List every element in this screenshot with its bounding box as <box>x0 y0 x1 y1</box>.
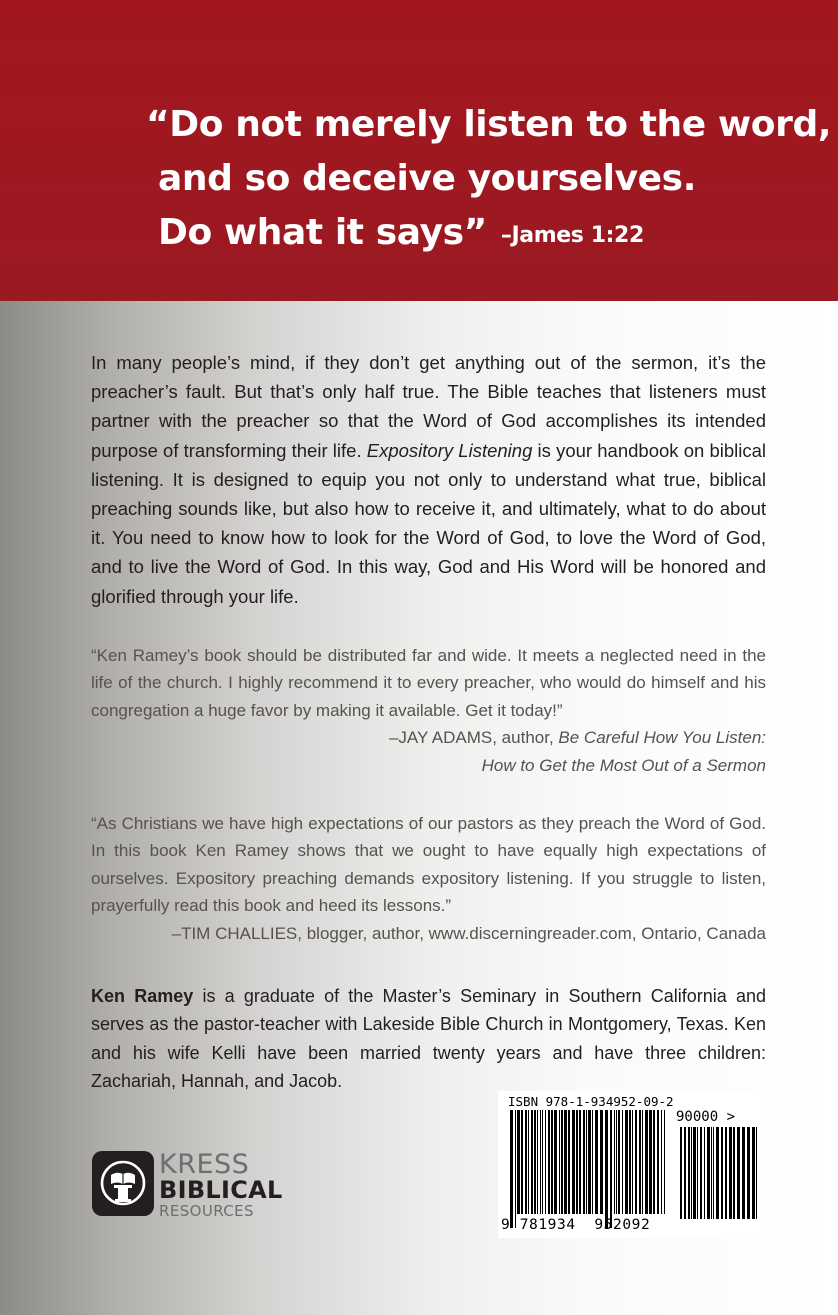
barcode-bar <box>737 1127 740 1219</box>
author-name: Ken Ramey <box>91 986 194 1006</box>
barcode-bar <box>684 1127 686 1219</box>
scripture-line-1: “Do not merely listen to the word, <box>146 104 832 145</box>
attribution-author: –JAY ADAMS, author, <box>388 728 559 748</box>
barcode-bar <box>733 1127 735 1219</box>
barcode-bar <box>528 1110 529 1214</box>
book-description <box>91 348 766 611</box>
author-bio <box>91 982 766 1096</box>
barcode-bar <box>625 1110 628 1214</box>
publisher-name-line-1: KRESS <box>159 1149 250 1180</box>
barcode-bar <box>545 1110 546 1214</box>
barcode-bar <box>704 1127 705 1219</box>
barcode-bar <box>540 1110 541 1214</box>
description-part-1: In many people’s mind, if they don’t get anything out of the sermon, it’s the preacher’s fault. But that’s only half true. The Bible teaches that listeners must partner with the preacher so that the Word of God accomplishes its intended purpose of transforming their life. <box>91 352 766 461</box>
barcode-bar <box>554 1110 557 1214</box>
barcode-bar <box>711 1127 712 1219</box>
publisher-logo <box>92 1151 292 1219</box>
barcode-bar <box>531 1110 533 1214</box>
barcode-bar <box>752 1127 755 1219</box>
barcode-bar <box>688 1127 690 1219</box>
barcode-bar <box>588 1110 591 1214</box>
scripture-reference: –James 1:22 <box>500 223 644 248</box>
endorsement-adams <box>91 642 766 779</box>
barcode-bar <box>747 1127 750 1219</box>
barcode-bar <box>725 1127 727 1219</box>
barcode-bar <box>680 1127 682 1219</box>
barcode-bar <box>568 1110 570 1214</box>
barcode-bar <box>605 1110 608 1228</box>
publisher-name <box>159 1151 283 1219</box>
endorsement-quote: “As Christians we have high expectations of our pastors as they preach the Word of God. In this book Ken Ramey shows that we ought to have equally high expectations of ourselves. Expository preaching demands expository listening. If you struggle to listen, prayerfully read this book and heed its lessons.” <box>91 814 766 916</box>
ean-left-digits: 781934 <box>519 1217 576 1233</box>
scripture-quote <box>146 98 832 263</box>
description-part-2: is your handbook on biblical listening. It is designed to equip you not only to understand what true, biblical preaching sounds like, but also how to receive it, and ultimately, what to do about it. You need to know how to look for the Word of God, to love the Word of God, and to live the Word of God. In this way, God and His Word will be honored and glorified through your life. <box>91 439 767 607</box>
scripture-line-3 <box>146 206 786 263</box>
ean-barcode-bars <box>508 1110 670 1228</box>
barcode-bar <box>700 1127 702 1219</box>
barcode-bar <box>564 1110 567 1214</box>
scripture-band <box>0 0 838 301</box>
barcode-bar <box>649 1110 652 1214</box>
barcode-bar <box>583 1110 585 1214</box>
ean-first-digit: 9 <box>501 1217 511 1233</box>
barcode-bar <box>592 1110 593 1214</box>
barcode-bar <box>579 1110 581 1214</box>
endorsement-challies <box>91 810 766 947</box>
scripture-line-2: and so deceive yourselves. <box>158 158 696 199</box>
isbn-barcode <box>498 1091 766 1238</box>
endorsement-attribution-line-2 <box>91 752 766 779</box>
barcode-bar <box>521 1110 523 1214</box>
barcode-bar <box>639 1110 641 1214</box>
barcode-bar <box>525 1110 527 1214</box>
barcode-bar <box>586 1110 587 1214</box>
barcode-bar <box>713 1127 714 1219</box>
barcode-bar <box>548 1110 550 1214</box>
barcode-bar <box>595 1110 598 1214</box>
barcode-bar <box>729 1127 732 1219</box>
barcode-bar <box>642 1110 643 1214</box>
ean-right-digits: 952092 <box>594 1217 651 1233</box>
barcode-bar <box>645 1110 648 1214</box>
barcode-bar <box>576 1110 578 1214</box>
barcode-bar <box>756 1127 757 1219</box>
barcode-bar <box>629 1110 631 1214</box>
scripture-line-3-text: Do what it says” <box>158 212 487 253</box>
barcode-bar <box>664 1110 665 1214</box>
barcode-bar <box>632 1110 633 1214</box>
barcode-bar <box>614 1110 615 1214</box>
barcode-bar <box>742 1127 745 1219</box>
attribution-work-line-2: How to Get the Most Out of a Sermon <box>481 755 766 775</box>
endorsement-attribution: –TIM CHALLIES, blogger, author, www.discerningreader.com, Ontario, Canada <box>171 923 766 943</box>
barcode-bar <box>697 1127 698 1219</box>
barcode-bar <box>542 1110 543 1214</box>
addon-barcode-bars <box>678 1127 760 1219</box>
barcode-bar <box>693 1127 696 1219</box>
barcode-bar <box>691 1127 692 1219</box>
barcode-bar <box>551 1110 553 1214</box>
barcode-bar <box>653 1110 655 1214</box>
barcode-bar <box>618 1110 620 1214</box>
ean-digits <box>501 1217 650 1233</box>
publisher-name-line-3: RESOURCES <box>159 1202 254 1220</box>
price-code: 90000 > <box>676 1109 736 1125</box>
barcode-bar <box>517 1110 520 1214</box>
barcode-bar <box>515 1110 516 1228</box>
barcode-bar <box>616 1110 617 1214</box>
open-book-pulpit-icon <box>92 1151 154 1216</box>
isbn-number: ISBN 978-1-934952-09-2 <box>508 1094 674 1109</box>
barcode-bar <box>661 1110 662 1214</box>
barcode-bar <box>537 1110 538 1214</box>
barcode-bar <box>600 1110 603 1214</box>
barcode-bar <box>534 1110 536 1214</box>
barcode-bar <box>622 1110 623 1214</box>
endorsement-attribution <box>91 724 766 751</box>
publisher-name-line-2: BIBLICAL <box>159 1176 283 1204</box>
barcode-bar <box>510 1110 513 1228</box>
barcode-bar <box>635 1110 637 1214</box>
book-title: Expository Listening <box>366 439 533 461</box>
barcode-bar <box>610 1110 612 1228</box>
barcode-bar <box>657 1110 659 1214</box>
barcode-bar <box>721 1127 723 1219</box>
endorsement-quote: “Ken Ramey’s book should be distributed far and wide. It meets a neglected need in the life of the church. I highly recommend it to every preacher, who would do himself and his congregation a huge favor by making it available. Get it today!” <box>91 646 766 720</box>
barcode-bar <box>572 1110 575 1214</box>
attribution-work-line-1: Be Careful How You Listen: <box>558 728 766 748</box>
barcode-bar <box>716 1127 719 1219</box>
barcode-bar <box>559 1110 560 1214</box>
barcode-bar <box>707 1127 710 1219</box>
author-bio-text: is a graduate of the Master’s Seminary in Southern California and serves as the pastor-teacher with Lakeside Bible Church in Montgomery, Texas. Ken and his wife Kelli have been married twenty years and have three children: Zachariah, Hannah, and Jacob. <box>91 986 767 1092</box>
barcode-bar <box>561 1110 563 1214</box>
